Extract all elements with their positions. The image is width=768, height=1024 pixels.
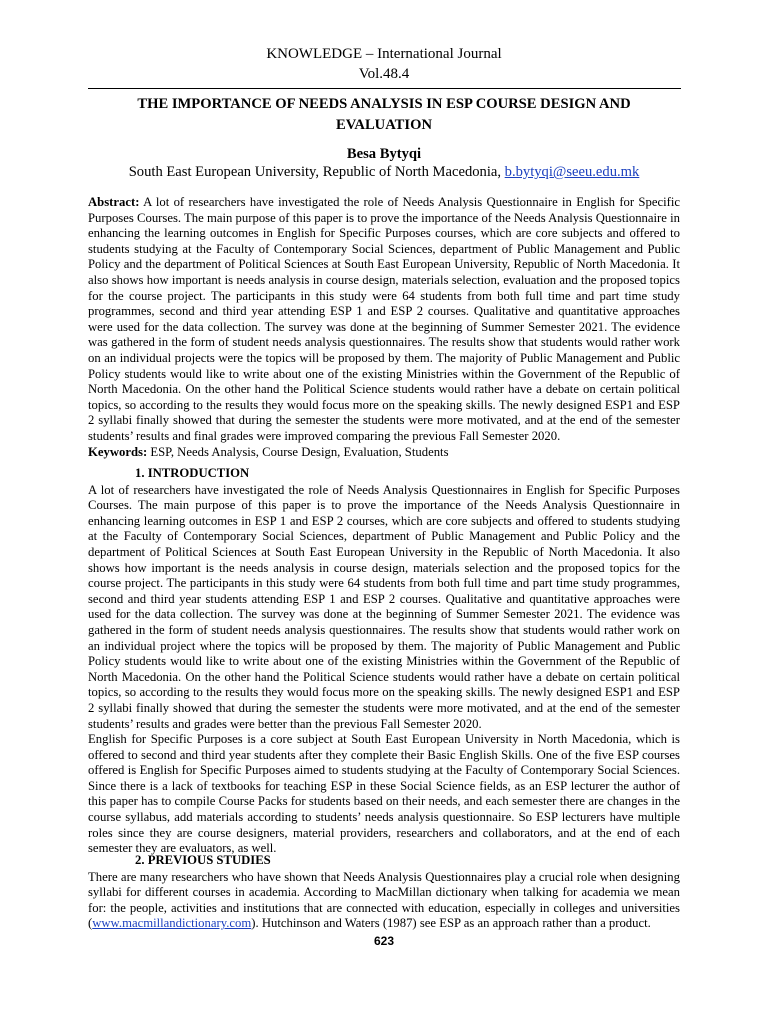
introduction-paragraph-2: English for Specific Purposes is a core subject at South East European University in North Macedonia, which is offered to second and third year students after they complete their Basic English Skills. One of the five ESP courses offered is English for Specific Purposes aimed to students studying at the Faculty of Contemporary Social Sciences. Since there is a lack of textbooks for teaching ESP in these Social Science fields, as an ESP lecturer the author of this paper has to compile Course Packs for students based on their needs, and each semester there are changes in the course syllabus, add materials according to students’ needs analysis questionnaire. So ESP lecturers have multiple roles since they are course designers, material providers, researchers and collaborators, and at the end of each semester they are evaluators, as well. (88, 732, 680, 856)
previous-studies-paragraph (88, 870, 680, 932)
paper-author: Besa Bytyqi (346, 146, 422, 162)
introduction-section (88, 466, 680, 857)
affiliation-text: South East European University, Republic of North Macedonia, (128, 164, 505, 180)
introduction-heading: 1. INTRODUCTION (135, 466, 250, 480)
journal-volume: Vol.48.4 (358, 66, 410, 82)
previous-studies-text-1: There are many researchers who have shown that Needs Analysis Questionnaires play a crucial role when designing syllabi for different courses in academia. According to MacMillan dictionary when talking for academia we mean for: the people, activities and institutions that are connected with education, especially in colleges and universities ( (88, 869, 680, 931)
keywords-text: ESP, Needs Analysis, Course Design, Evaluation, Students (147, 444, 449, 459)
macmillan-link[interactable]: www.macmillandictionary.com (92, 916, 252, 931)
author-affiliation (0, 163, 768, 182)
abstract-label: Abstract: (88, 195, 140, 209)
paper-title: THE IMPORTANCE OF NEEDS ANALYSIS IN ESP COURSE DESIGN AND EVALUATION (137, 96, 631, 133)
previous-studies-heading: 2. PREVIOUS STUDIES (135, 853, 271, 867)
page-number: 623 (373, 934, 395, 948)
previous-studies-section (88, 853, 680, 932)
abstract-section (88, 195, 680, 460)
journal-name: KNOWLEDGE – International Journal (266, 46, 502, 62)
header-rule (88, 88, 681, 89)
introduction-paragraph-1: A lot of researchers have investigated the role of Needs Analysis Questionnaires in English for Specific Purposes Courses. The main purpose of this paper is to prove the importance of the Needs Analysis Questionnaire in enhancing learning outcomes in ESP 1 and ESP 2 courses, which are core subjects and offered to students studying at the Faculty of Contemporary Social Sciences, department of Public Management and Public Policy and the department of Political Sciences at South East European University in the Republic of North Macedonia. It also shows how important is the needs analysis in course design, materials selection and the proposed topics for the course project. The participants in this study were 64 students from both full time and part time study programmes, second and third year students attending ESP 1 and ESP 2 courses. Qualitative and quantitative approaches were used for the data collection. The survey was done at the beginning of Summer Semester 2021. The evidence was gathered in the form of student needs analysis questionnaires. The results show that students would rather work on an individual project where the topics will be proposed by them. The majority of Public Management and Public Policy students would like to write about one of the existing Ministries within the Government of the Republic of North Macedonia. On the other hand the Political Science students would rather have a debate on certain political topics, so according to the results they would focus more on the speaking skills. The newly designed ESP1 and ESP 2 syllabi finally showed that during the semester the students were more motivated, and at the end of the semester students’ results and grades were better than the previous Fall Semester 2020. (88, 482, 680, 731)
abstract-text: A lot of researchers have investigated the role of Needs Analysis Questionnaire in English for Specific Purposes Courses. The main purpose of this paper is to prove the importance of the Needs Analysis Questionnaire in enhancing the learning outcomes in English for Specific Purposes courses, which are core subjects and offered to students studying at the Faculty of Contemporary Social Sciences, department of Public Management and Public Policy and the department of Political Sciences at South East European University, Republic of North Macedonia. It also shows how important is needs analysis in course design, materials selection, evaluation and the proposed topics for the course project. The participants in this study were 64 students from both full time and part time study programmes, second and third year attending ESP 1 and ESP 2 courses. Qualitative and quantitative approaches were used for the data collection. The survey was done at the beginning of Summer Semester 2021. The evidence was gathered in the form of student needs analysis questionnaires. The results show that students would rather work on an individual projects were the topics will be proposed by them. The majority of Public Management and Public Policy students would like to write about one of the existing Ministries within the Government of the Republic of North Macedonia. On the other hand the Political Science students would rather have a debate on certain political topics, so according to the results they would focus more on the speaking skills. The newly designed ESP1 and ESP 2 syllabi finally showed that during the semester the students were more motivated, and at the end of the semester students’ results and final grades were improved comparing the previous Fall Semester 2020. (88, 195, 680, 443)
keywords-line (88, 445, 680, 461)
keywords-label: Keywords: (88, 444, 148, 459)
previous-studies-text-2: ). Hutchinson and Waters (1987) see ESP as an approach rather than a product. (251, 916, 651, 931)
abstract-paragraph (88, 195, 680, 445)
journal-header (0, 44, 768, 84)
author-email-link[interactable]: b.bytyqi@seeu.edu.mk (504, 164, 640, 180)
